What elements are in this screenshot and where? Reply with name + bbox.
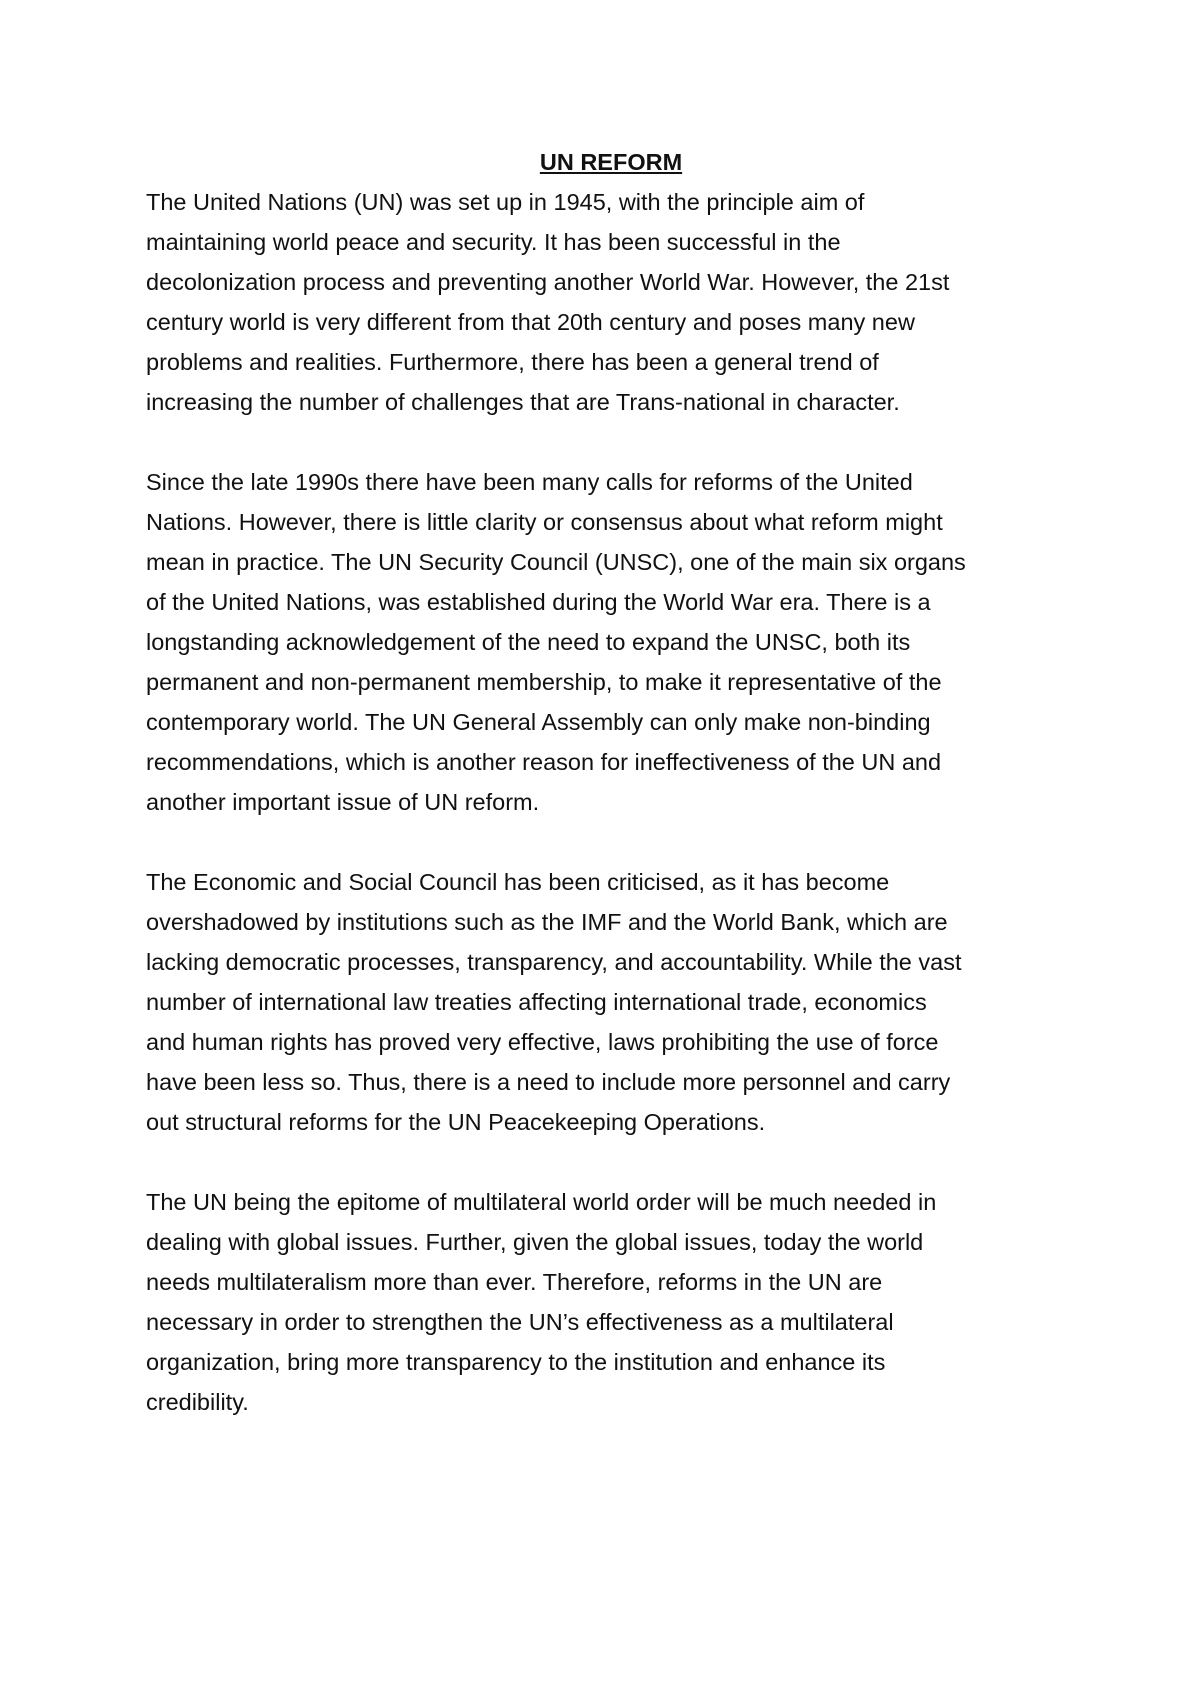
paragraph-line: contemporary world. The UN General Assembly can only make non-binding <box>146 709 931 735</box>
paragraph-line: credibility. <box>146 1389 249 1415</box>
paragraph-line: longstanding acknowledgement of the need to expand the UNSC, both its <box>146 629 911 655</box>
paragraph-line: needs multilateralism more than ever. Therefore, reforms in the UN are <box>146 1269 883 1295</box>
paragraph-line: organization, bring more transparency to the institution and enhance its <box>146 1349 886 1375</box>
paragraph-line: Nations. However, there is little clarity or consensus about what reform might <box>146 509 943 535</box>
paragraph-line: number of international law treaties affecting international trade, economics <box>146 989 927 1015</box>
paragraph-line: overshadowed by institutions such as the IMF and the World Bank, which are <box>146 909 948 935</box>
paragraph-line: lacking democratic processes, transparency, and accountability. While the vast <box>146 949 962 975</box>
paragraph-4 <box>146 1182 1076 1422</box>
paragraph-line: and human rights has proved very effective, laws prohibiting the use of force <box>146 1029 939 1055</box>
paragraph-line: maintaining world peace and security. It has been successful in the <box>146 229 841 255</box>
paragraph-1 <box>146 182 1076 422</box>
paragraph-line: Since the late 1990s there have been many calls for reforms of the United <box>146 469 913 495</box>
paragraph-line: mean in practice. The UN Security Council (UNSC), one of the main six organs <box>146 549 966 575</box>
document-title: UN REFORM <box>539 149 683 175</box>
paragraph-line: have been less so. Thus, there is a need to include more personnel and carry <box>146 1069 951 1095</box>
paragraph-line: permanent and non-permanent membership, to make it representative of the <box>146 669 942 695</box>
paragraph-line: another important issue of UN reform. <box>146 789 540 815</box>
paragraph-3 <box>146 862 1076 1142</box>
paragraph-line: necessary in order to strengthen the UN’s effectiveness as a multilateral <box>146 1309 894 1335</box>
paragraph-list <box>146 182 1076 1422</box>
paragraph-2 <box>146 462 1076 822</box>
paragraph-line: decolonization process and preventing another World War. However, the 21st <box>146 269 950 295</box>
paragraph-line: The UN being the epitome of multilateral world order will be much needed in <box>146 1189 937 1215</box>
paragraph-line: century world is very different from that 20th century and poses many new <box>146 309 915 335</box>
document-body <box>146 142 1076 1422</box>
paragraph-line: recommendations, which is another reason for ineffectiveness of the UN and <box>146 749 942 775</box>
paragraph-line: The Economic and Social Council has been criticised, as it has become <box>146 869 890 895</box>
paragraph-line: of the United Nations, was established during the World War era. There is a <box>146 589 931 615</box>
paragraph-line: out structural reforms for the UN Peacekeeping Operations. <box>146 1109 766 1135</box>
paragraph-line: problems and realities. Furthermore, there has been a general trend of <box>146 349 879 375</box>
paragraph-line: increasing the number of challenges that are Trans-national in character. <box>146 389 900 415</box>
paragraph-line: dealing with global issues. Further, given the global issues, today the world <box>146 1229 924 1255</box>
paragraph-line: The United Nations (UN) was set up in 1945, with the principle aim of <box>146 189 865 215</box>
